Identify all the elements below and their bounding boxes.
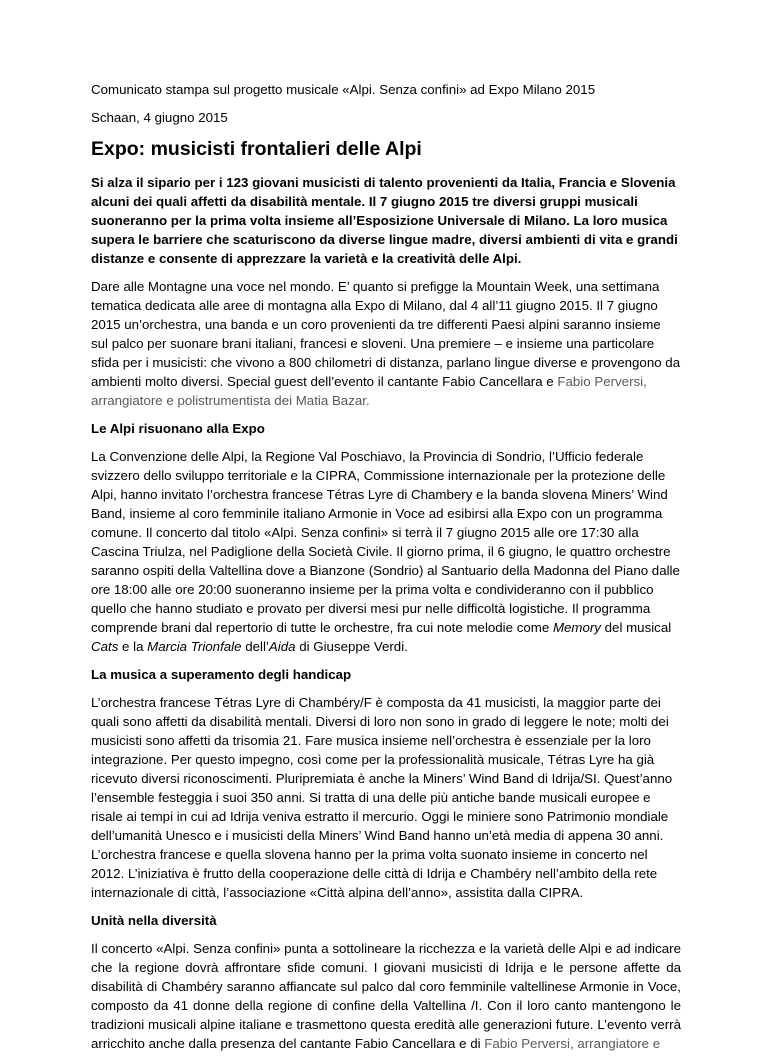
paragraph-text: Il concerto «Alpi. Senza confini» punta a sottolineare la ricchezza e la varietà delle Alpi e ad indicare che la regione dovrà affrontare sfide comuni. I giovani musicisti di Idrija e le persone affette da disabilità di Chambéry saranno affiancate sul palco dal coro femminile valtellinese Armonie in Voce, composto da 41 donne della regione di confine della Valtellina /I. Con il loro canto mantengono le tradizioni musicali alpine italiane e trasmettono questa eredità alle generazioni future. L’evento verrà arricchito anche dalla presenza del cantante Fabio Cancellara e di [91, 941, 681, 1051]
paragraph-text: e la [118, 639, 148, 654]
paragraph-concert-program [91, 447, 681, 656]
paragraph-text: dell’ [241, 639, 269, 654]
paragraph-unita [91, 939, 681, 1053]
page-title: Expo: musicisti frontalieri delle Alpi [91, 138, 422, 160]
place-date: Schaan, 4 giugno 2015 [91, 110, 228, 125]
section-heading-handicap: La musica a superamento degli handicap [91, 667, 352, 682]
highlighted-text: Fabio Perversi, arrangiatore e polistrumentista dei Matia Bazar. [91, 374, 647, 408]
italic-title-aida: Aida [268, 639, 296, 654]
paragraph-orchestras: L’orchestra francese Tétras Lyre di Chambéry/F è composta da 41 musicisti, la maggior parte dei quali sono affetti da disabilità mentali. Diversi di loro non sono in grado di leggere le note; molti dei musicisti sono affetti da trisomia 21. Fare musica insieme nell’orchestra è essenziale per la loro integrazione. Per questo impegno, così come per la professionalità musicale, Tétras Lyre ha già ricevuto diversi riconoscimenti. Pluripremiata è anche la Miners’ Wind Band di Idrija/SI. Quest’anno l’ensemble festeggia i suoi 350 anni. Si tratta di una delle più antiche bande musicali europee e risale ai tempi in cui ad Idrija veniva estratto il mercurio. Oggi le miniere sono Patrimonio mondiale dell’umanità Unesco e i musicisti della Miners’ Wind Band hanno un’età media di appena 30 anni. L’orchestra francese e quella slovena hanno per la prima volta suonato insieme in concerto nel 2012. L’iniziativa è frutto della cooperazione delle città di Idrija e Chambéry nell’ambito della rete internazionale di città, l’associazione «Città alpina dell’anno», assistita dalla CIPRA. [91, 695, 673, 900]
italic-title-memory: Memory [552, 620, 601, 635]
italic-title-cats: Cats [91, 639, 119, 654]
paragraph-text: del musical [600, 620, 672, 635]
paragraph-text: di Giuseppe Verdi. [295, 639, 408, 654]
highlighted-text: Fabio Perversi, arrangiatore e [484, 1036, 661, 1051]
paragraph-mountain-week [91, 277, 681, 410]
lead-paragraph: Si alza il sipario per i 123 giovani musicisti di talento provenienti da Italia, Francia e Slovenia alcuni dei quali affetti da disabilità mentale. Il 7 giugno 2015 tre diversi gruppi musicali suoneranno per la prima volta insieme all’Esposizione Universale di Milano. La loro musica supera le barriere che scaturiscono da diverse lingue madre, diversi ambienti di vita e grandi distanze e consente di apprezzare la varietà e la creatività delle Alpi. [91, 175, 678, 266]
section-heading-alpi-expo: Le Alpi risuonano alla Expo [91, 421, 265, 436]
section-heading-unita: Unità nella diversità [91, 913, 217, 928]
paragraph-text: Dare alle Montagne una voce nel mondo. E’ quanto si prefigge la Mountain Week, una settimana tematica dedicata alle aree di montagna alla Expo di Milano, dal 4 all’11 giugno 2015. Il 7 giugno 2015 un’orchestra, una banda e un coro provenienti da tre differenti Paesi alpini saranno insieme sul palco per suonare brani italiani, francesi e sloveni. Una premiere – e insieme una particolare sfida per i musicisti: che vivono a 800 chilometri di distanza, parlano lingue diverse e provengono da ambienti molto diversi. Special guest dell’evento il cantante Fabio Cancellara e [91, 279, 681, 389]
italic-title-marcia: Marcia Trionfale [147, 639, 242, 654]
press-release-intro: Comunicato stampa sul progetto musicale «Alpi. Senza confini» ad Expo Milano 2015 [91, 82, 596, 97]
document-page [91, 80, 681, 1062]
paragraph-text: La Convenzione delle Alpi, la Regione Val Poschiavo, la Provincia di Sondrio, l’Ufficio federale svizzero dello sviluppo territoriale e la CIPRA, Commissione internazionale per la protezione delle Alpi, hanno invitato l’orchestra francese Tétras Lyre di Chambery e la banda slovena Miners’ Wind Band, insieme al coro femminile italiano Armonie in Voce ad esibirsi alla Expo con un programma comune. Il concerto dal titolo «Alpi. Senza confini» si terrà il 7 giugno 2015 alle ore 17:30 alla Cascina Triulza, nel Padiglione della Società Civile. Il giorno prima, il 6 giugno, le quattro orchestre saranno ospiti della Valtellina dove a Bianzone (Sondrio) al Santuario della Madonna del Piano dalle ore 18:00 alle ore 20:00 suoneranno insieme per la prima volta e condivideranno con il pubblico quello che hanno studiato e provato per diversi mesi pur nelle difficoltà logistiche. Il programma comprende brani dal repertorio di tutte le orchestre, fra cui note melodie come [91, 449, 680, 635]
